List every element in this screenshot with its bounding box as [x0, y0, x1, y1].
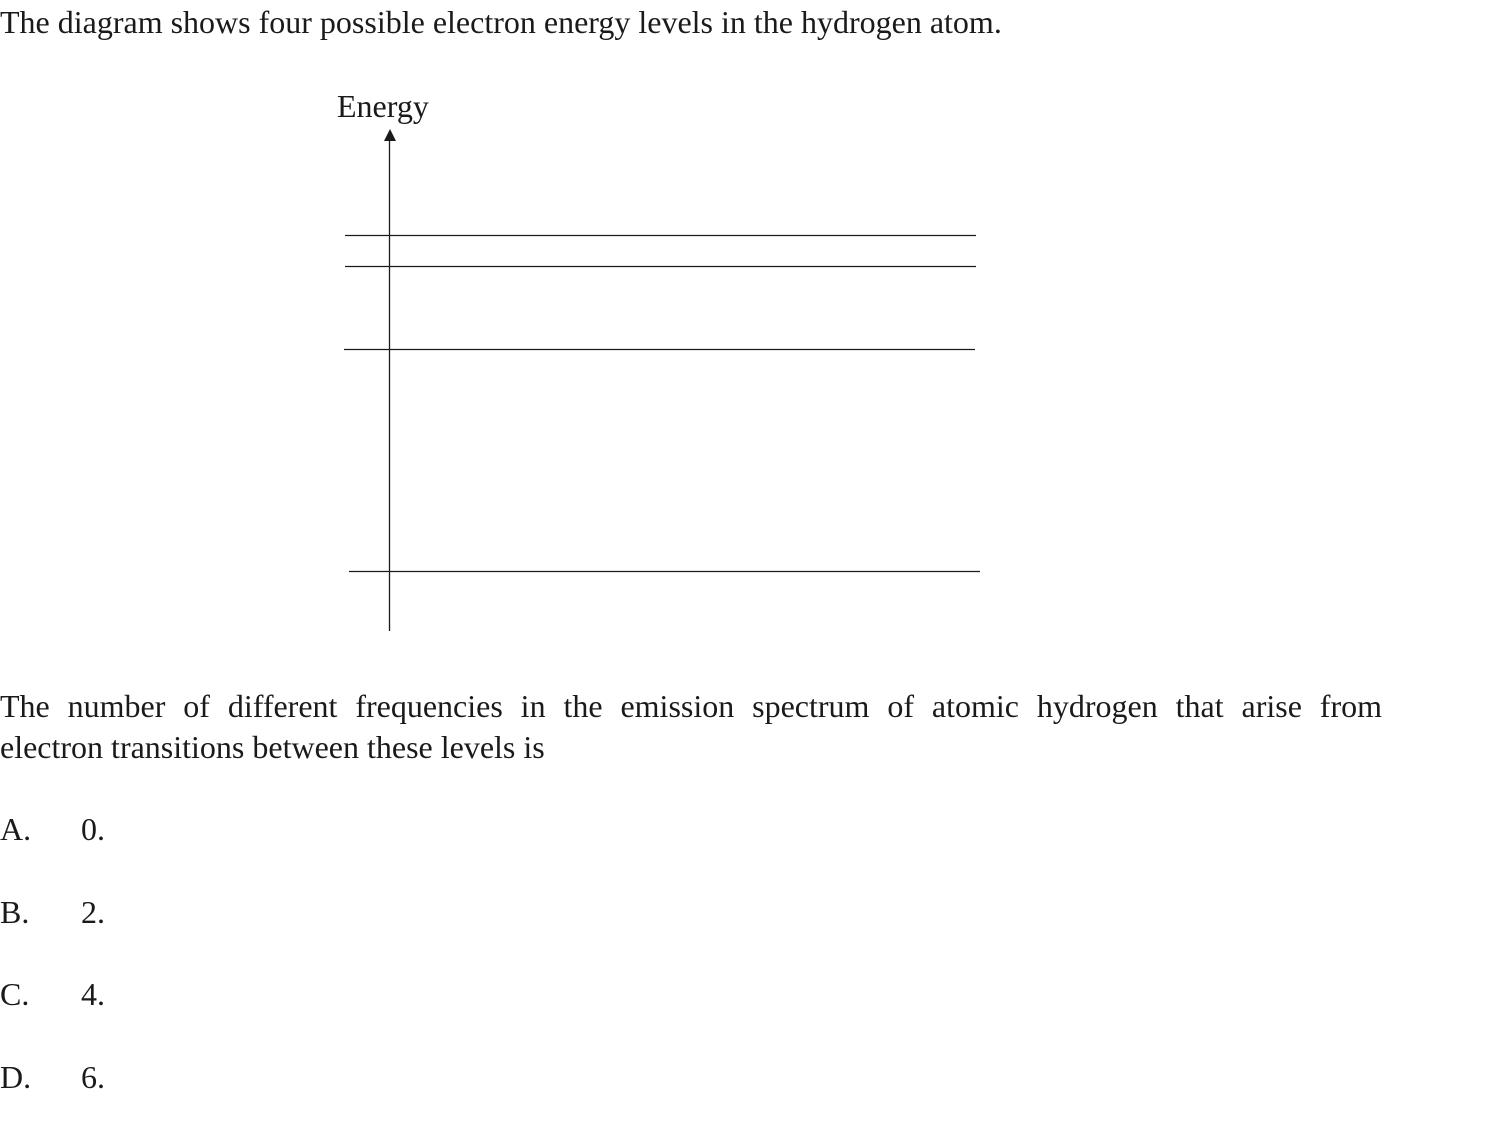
question-line-1: The number of different frequencies in the emission spectrum of atomic hydrogen that arise from [0, 688, 1382, 724]
option-letter: A. [0, 811, 32, 847]
question-text [0, 686, 1382, 768]
energy-axis-label: Energy [337, 88, 429, 124]
option-value: 4. [81, 976, 105, 1012]
option-value: 0. [81, 811, 105, 847]
option-letter: C. [0, 976, 30, 1012]
option-value: 2. [81, 894, 105, 930]
option-letter: B. [0, 894, 30, 930]
option-letter: D. [0, 1059, 32, 1095]
energy-axis-arrowhead [384, 129, 396, 141]
intro-text: The diagram shows four possible electron energy levels in the hydrogen atom. [0, 4, 1002, 40]
question-line-2: electron transitions between these levels is [0, 729, 545, 765]
option-value: 6. [81, 1059, 105, 1095]
